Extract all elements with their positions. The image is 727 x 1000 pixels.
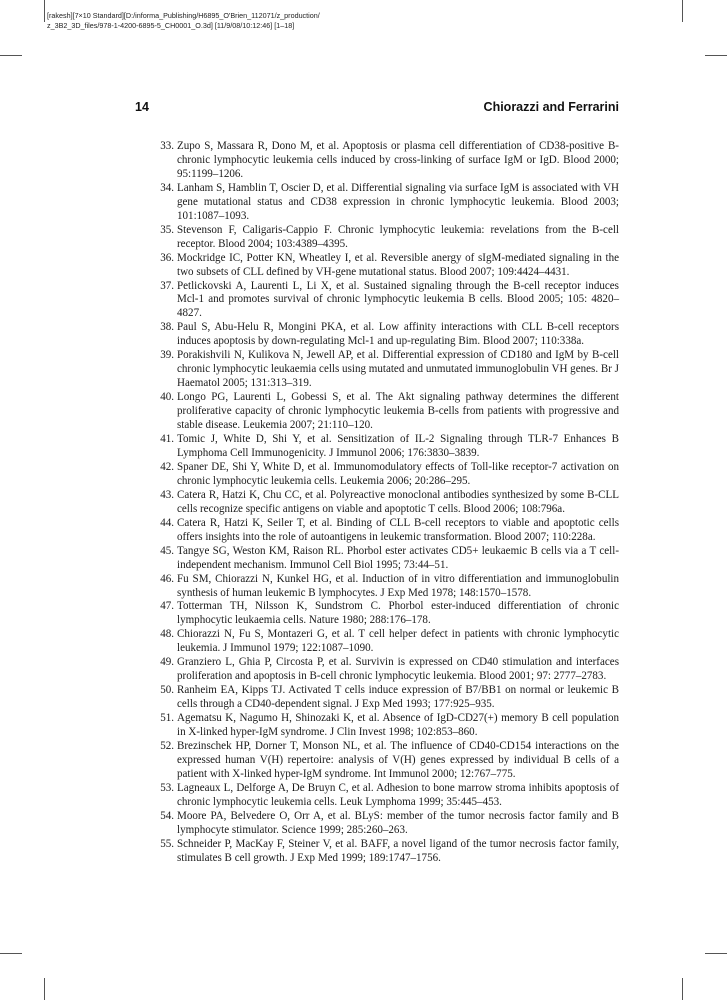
reference-item: [152, 224, 619, 252]
reference-number: 53.: [160, 781, 174, 794]
reference-number: 48.: [160, 628, 174, 641]
reference-item: [152, 740, 619, 782]
reference-text: Tomic J, White D, Shi Y, et al. Sensitization of IL-2 Signaling through TLR-7 Enhances B Lymphoma Cell Immunogenicity. J Immunol 2006; 176:3830–3839.: [177, 433, 619, 459]
reference-number: 51.: [160, 712, 174, 725]
crop-mark-right-lower: [705, 953, 727, 954]
reference-text: Catera R, Hatzi K, Seiler T, et al. Binding of CLL B-cell receptors to viable and apoptotic cells offers insights into the role of autoantigens in leukemic transformation. Blood 2007; 110:228a.: [177, 516, 619, 543]
reference-text: Zupo S, Massara R, Dono M, et al. Apoptosis or plasma cell differentiation of CD38-positive B-chronic lymphocytic leukemia cells induced by cross-linking of surface IgM or IgD. Blood 2000; 95:1199–1206.: [177, 140, 619, 180]
reference-text: Ranheim EA, Kipps TJ. Activated T cells induce expression of B7/BB1 on normal or leukemic B cells through a CD40-dependent signal. J Exp Med 1993; 177:925–935.: [177, 684, 619, 711]
reference-number: 41.: [160, 433, 174, 446]
reference-item: [152, 628, 619, 656]
reference-number: 47.: [160, 600, 174, 613]
slug-line: [rakesh][7×10 Standard][D:/informa_Publishing/H6895_O'Brien_112071/z_production/: [47, 11, 320, 20]
reference-number: 49.: [160, 656, 174, 669]
reference-item: [152, 600, 619, 628]
reference-item: [152, 782, 619, 810]
reference-text: Spaner DE, Shi Y, White D, et al. Immunomodulatory effects of Toll-like receptor-7 activation on chronic lymphocytic leukemia cells. Leukemia 2006; 20:286–295.: [177, 460, 619, 487]
reference-text: Chiorazzi N, Fu S, Montazeri G, et al. T cell helper defect in patients with chronic lymphocytic leukemia. J Immunol 1979; 122:1087–1090.: [177, 628, 619, 655]
reference-number: 33.: [160, 140, 174, 152]
reference-item: [152, 545, 619, 573]
reference-item: [152, 252, 619, 280]
reference-number: 54.: [160, 809, 174, 822]
reference-text: Paul S, Abu-Helu R, Mongini PKA, et al. Low affinity interactions with CLL B-cell receptors induces apoptosis by down-regulating Mcl-1 and up-regulating Bim. Blood 2007; 110:338a.: [177, 321, 619, 348]
reference-number: 52.: [160, 739, 174, 752]
reference-text: Granziero L, Ghia P, Circosta P, et al. Survivin is expressed on CD40 stimulation and interfaces proliferation and apoptosis in B-cell chronic lymphocytic leukemia. Blood 2001; 97: 2777–2783.: [177, 656, 619, 683]
reference-text: Catera R, Hatzi K, Chu CC, et al. Polyreactive monoclonal antibodies synthesized by some B-CLL cells recognize specific antigens on viable and apoptotic T cells. Blood 2006; 108:796a.: [177, 488, 619, 515]
reference-number: 36.: [160, 251, 174, 264]
reference-text: Totterman TH, Nilsson K, Sundstrom C. Phorbol ester-induced differentiation of chronic lymphocytic leukaemia cells. Nature 1980; 288:176–178.: [177, 600, 619, 627]
reference-text: Schneider P, MacKay F, Steiner V, et al. BAFF, a novel ligand of the tumor necrosis factor family, stimulates B cell growth. J Exp Med 1999; 189:1747–1756.: [177, 837, 619, 864]
reference-item: [152, 182, 619, 224]
reference-number: 45.: [160, 544, 174, 557]
reference-item: [152, 321, 619, 349]
reference-text: Lagneaux L, Delforge A, De Bruyn C, et al. Adhesion to bone marrow stroma inhibits apoptosis of chronic lymphocytic leukemia cells. Leuk Lymphoma 1999; 35:445–453.: [177, 781, 619, 808]
reference-item: [152, 391, 619, 433]
reference-number: 39.: [160, 349, 174, 362]
crop-mark-bottom-right: [682, 978, 683, 1000]
reference-item: [152, 712, 619, 740]
reference-item: [152, 684, 619, 712]
reference-item: [152, 461, 619, 489]
crop-mark-top-left: [44, 0, 45, 22]
reference-text: Mockridge IC, Potter KN, Wheatley I, et al. Reversible anergy of sIgM-mediated signaling in the two subsets of CLL defined by VH-gene mutational status. Blood 2007; 109:4424–4431.: [177, 251, 619, 278]
crop-mark-bottom-left: [44, 978, 45, 1000]
reference-number: 46.: [160, 572, 174, 585]
crop-mark-left-upper: [0, 55, 22, 56]
running-head-authors: Chiorazzi and Ferrarini: [483, 100, 619, 114]
reference-number: 50.: [160, 684, 174, 697]
slug-line: z_3B2_3D_files/978-1-4200-6895-5_CH0001_O.3d] [11/9/08/10:12:46] [1–18]: [47, 20, 295, 30]
reference-number: 42.: [160, 460, 174, 473]
reference-item: [152, 656, 619, 684]
reference-number: 38.: [160, 321, 174, 334]
reference-text: Longo PG, Laurenti L, Gobessi S, et al. The Akt signaling pathway determines the different proliferative capacity of chronic lymphocytic leukemia B-cells from patients with progressive and stable disease. Leukemia 2007; 21:110–120.: [177, 391, 619, 432]
page-number: 14: [135, 100, 149, 114]
running-head: [135, 100, 619, 114]
reference-item: [152, 349, 619, 391]
reference-item: [152, 489, 619, 517]
reference-number: 34.: [160, 181, 174, 194]
reference-number: 55.: [160, 837, 174, 850]
reference-text: Porakishvili N, Kulikova N, Jewell AP, et al. Differential expression of CD180 and IgM by B-cell chronic lymphocytic leukaemia cells using mutated and unmutated immunoglobulin VH genes. Br J Haematol 2005; 131:313–319.: [177, 349, 619, 390]
reference-text: Tangye SG, Weston KM, Raison RL. Phorbol ester activates CD5+ leukaemic B cells via a T cell-independent mechanism. Immunol Cell Biol 1995; 73:44–51.: [177, 544, 619, 571]
reference-item: [152, 433, 619, 461]
reference-number: 44.: [160, 516, 174, 529]
reference-number: 43.: [160, 488, 174, 501]
reference-item: [152, 140, 619, 182]
reference-number: 37.: [160, 279, 174, 292]
reference-item: [152, 517, 619, 545]
reference-text: Moore PA, Belvedere O, Orr A, et al. BLyS: member of the tumor necrosis factor family and B lymphocyte stimulator. Science 1999; 285:260–263.: [177, 809, 619, 836]
reference-text: Agematsu K, Nagumo H, Shinozaki K, et al. Absence of IgD-CD27(+) memory B cell population in X-linked hyper-IgM syndrome. J Clin Invest 1998; 102:853–860.: [177, 712, 619, 739]
reference-text: Stevenson F, Caligaris-Cappio F. Chronic lymphocytic leukemia: revelations from the B-cell receptor. Blood 2004; 103:4389–4395.: [177, 223, 619, 250]
reference-text: Brezinschek HP, Dorner T, Monson NL, et al. The influence of CD40-CD154 interactions on the expressed human V(H) repertoire: analysis of V(H) genes expressed by individual B cells of a patient with X-linked hyper-IgM syndrome. Int Immunol 2000; 12:767–775.: [177, 739, 619, 780]
reference-item: [152, 280, 619, 322]
reference-list: [152, 140, 619, 866]
production-slug: [47, 11, 467, 30]
reference-item: [152, 838, 619, 866]
reference-number: 35.: [160, 223, 174, 236]
crop-mark-top-right: [682, 0, 683, 22]
reference-item: [152, 810, 619, 838]
crop-mark-right-upper: [705, 55, 727, 56]
crop-mark-left-lower: [0, 953, 22, 954]
reference-number: 40.: [160, 391, 174, 404]
reference-text: Lanham S, Hamblin T, Oscier D, et al. Differential signaling via surface IgM is associated with VH gene mutational status and CD38 expression in chronic lymphocytic leukemia. Blood 2003; 101:1087–1093.: [177, 181, 619, 222]
reference-text: Petlickovski A, Laurenti L, Li X, et al. Sustained signaling through the B-cell receptor induces Mcl-1 and promotes survival of chronic lymphocytic leukemia B cells. Blood 2005; 105: 4820–4827.: [177, 279, 619, 320]
reference-text: Fu SM, Chiorazzi N, Kunkel HG, et al. Induction of in vitro differentiation and immunoglobulin synthesis of human leukemic B lymphocytes. J Exp Med 1978; 148:1570–1578.: [177, 572, 619, 599]
reference-item: [152, 573, 619, 601]
